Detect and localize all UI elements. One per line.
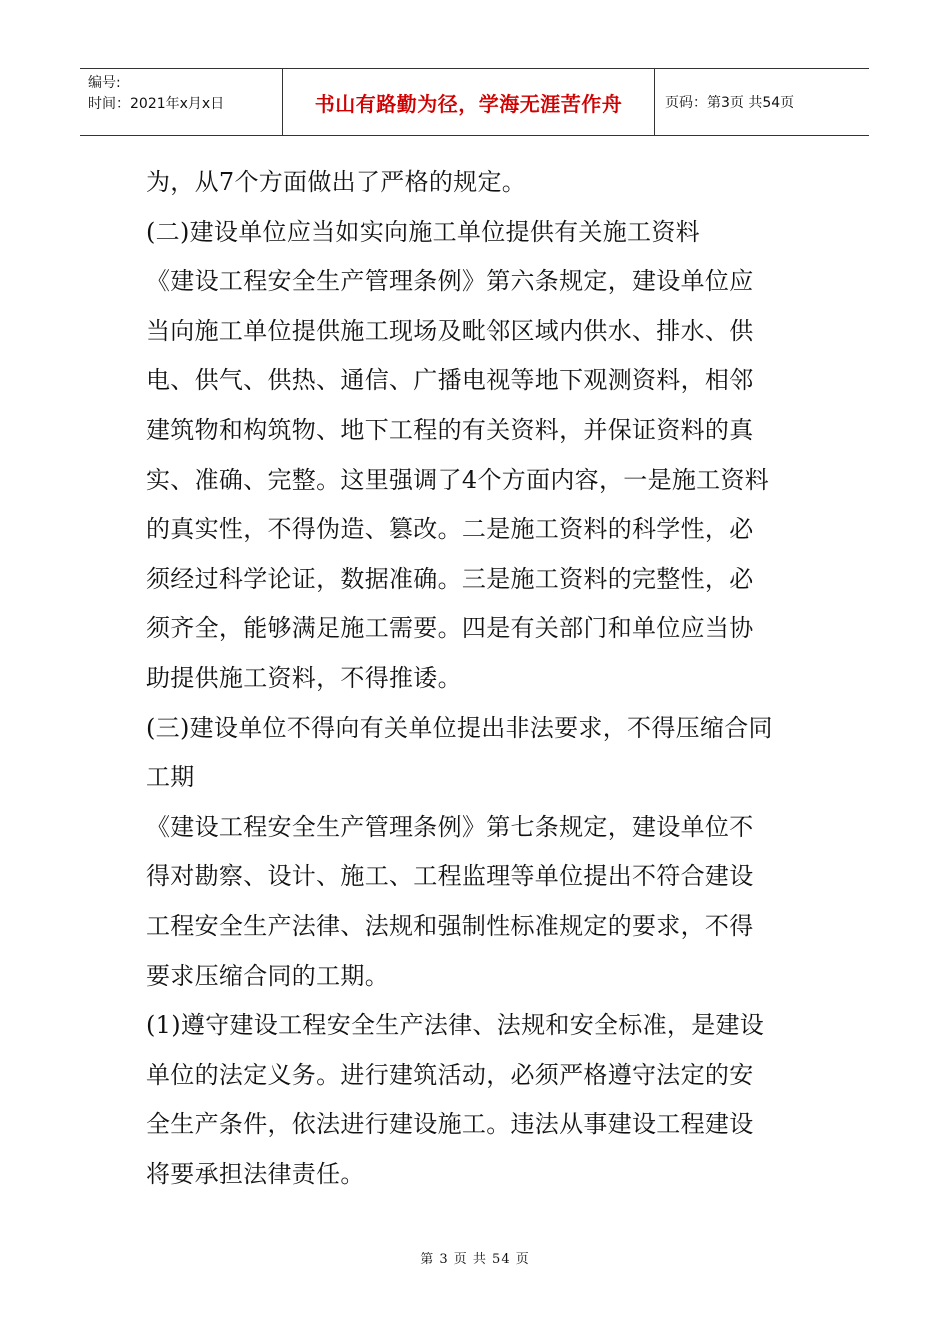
- header-motto: 书山有路勤为径，学海无涯苦作舟: [283, 69, 655, 135]
- body-line: (1)遵守建设工程安全生产法律、法规和安全标准，是建设: [146, 1011, 765, 1040]
- body-line: 全生产条件，依法进行建设施工。违法从事建设工程建设: [146, 1110, 754, 1139]
- body-line: 电、供气、供热、通信、广播电视等地下观测资料，相邻: [146, 366, 754, 395]
- document-number-label: 编号:: [88, 75, 121, 91]
- body-line: 工程安全生产法律、法规和强制性标准规定的要求，不得: [146, 911, 754, 940]
- body-line: 得对勘察、设计、施工、工程监理等单位提出不符合建设: [146, 862, 754, 891]
- header-page-info: 页码：第3页 共54页: [665, 95, 795, 111]
- body-line: 为，从7个方面做出了严格的规定。: [146, 168, 527, 196]
- body-line: 当向施工单位提供施工现场及毗邻区域内供水、排水、供: [146, 316, 754, 345]
- body-line: 实、准确、完整。这里强调了4个方面内容，一是施工资料: [146, 465, 770, 494]
- section-heading: (三)建设单位不得向有关单位提出非法要求，不得压缩合同: [146, 713, 773, 742]
- body-line: 《建设工程安全生产管理条例》第七条规定，建设单位不: [146, 812, 754, 841]
- document-body: [146, 158, 812, 1199]
- body-line: 建筑物和构筑物、地下工程的有关资料，并保证资料的真: [146, 415, 754, 444]
- section-heading: (二)建设单位应当如实向施工单位提供有关施工资料: [146, 217, 700, 246]
- body-line: 须齐全，能够满足施工需要。四是有关部门和单位应当协: [146, 614, 754, 643]
- page-footer: 第 3 页 共 54 页: [420, 1252, 530, 1267]
- body-line: 要求压缩合同的工期。: [146, 961, 389, 990]
- body-line: 《建设工程安全生产管理条例》第六条规定，建设单位应: [146, 267, 754, 296]
- section-heading: 工期: [146, 763, 195, 792]
- page-header: [80, 68, 869, 136]
- body-line: 的真实性，不得伪造、篡改。二是施工资料的科学性，必: [146, 515, 754, 544]
- body-line: 须经过科学论证，数据准确。三是施工资料的完整性，必: [146, 564, 754, 593]
- body-line: 助提供施工资料，不得推诿。: [146, 663, 462, 692]
- body-line: 将要承担法律责任。: [146, 1159, 365, 1188]
- document-date: 时间：2021年x月x日: [88, 96, 225, 112]
- header-meta: [80, 69, 283, 135]
- body-line: 单位的法定义务。进行建筑活动，必须严格遵守法定的安: [146, 1060, 754, 1089]
